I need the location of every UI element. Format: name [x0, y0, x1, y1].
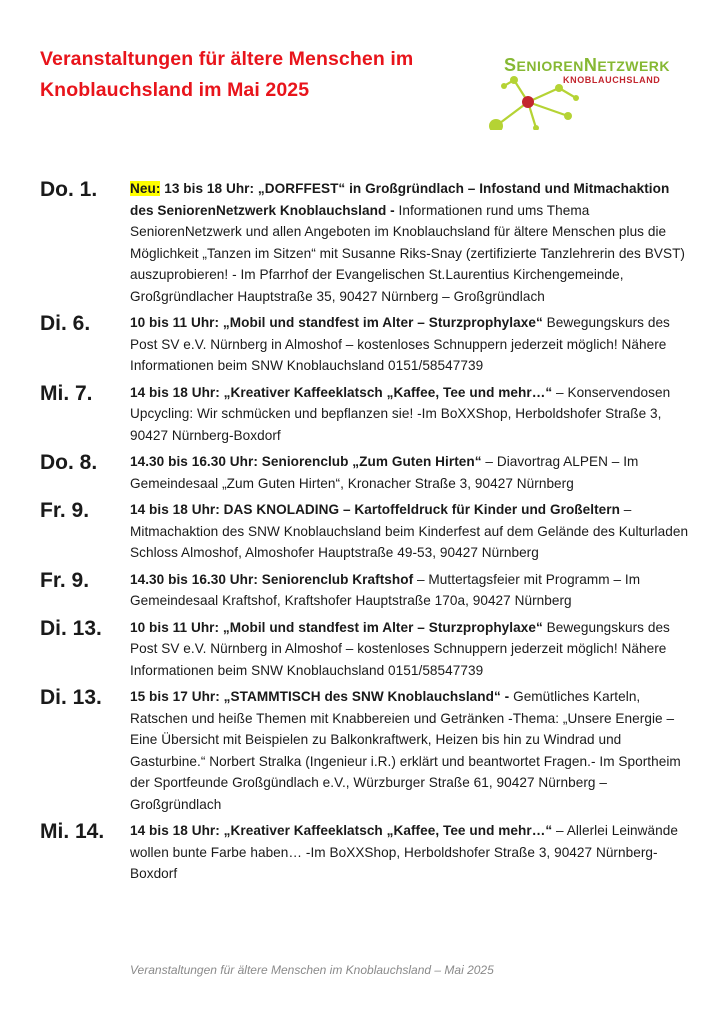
- event-date: Do. 8.: [40, 451, 98, 474]
- event-headline: 13 bis 18 Uhr: „DORFFEST“ in Großgründlach – Infostand und Mitmachaktion des SeniorenNetzwerk Knoblauchsland -: [130, 181, 670, 218]
- event-row: [40, 820, 690, 885]
- seniorennetzwerk-logo: [476, 50, 696, 130]
- logo-subtitle: KNOBLAUCHSLAND: [563, 75, 661, 85]
- event-description: [130, 312, 690, 377]
- event-description: [130, 382, 690, 447]
- event-details: – Mitmachaktion des SNW Knoblauchsland beim Kinderfest auf dem Gelände des Kulturladen Schloss Almoshof, Almoshofer Hauptstraße 49-53, 90427 Nürnberg: [130, 502, 689, 560]
- event-row: [40, 382, 690, 447]
- event-details: – Diavortrag ALPEN – Im Gemeindesaal „Zum Guten Hirten“, Kronacher Straße 3, 90427 Nürnberg: [130, 454, 639, 491]
- page-title: [40, 44, 480, 106]
- event-row: [40, 499, 690, 564]
- title-line-2: Knoblauchsland im Mai 2025: [40, 79, 310, 101]
- page-footer: Veranstaltungen für ältere Menschen im Knoblauchsland – Mai 2025: [130, 963, 494, 977]
- event-headline: 10 bis 11 Uhr: „Mobil und standfest im Alter – Sturzprophylaxe“: [130, 315, 543, 330]
- event-row: [40, 178, 690, 307]
- event-date: Di. 13.: [40, 686, 102, 709]
- event-headline: 10 bis 11 Uhr: „Mobil und standfest im Alter – Sturzprophylaxe“: [130, 619, 543, 635]
- event-details: – Konservendosen Upcycling: Wir schmücken und bepflanzen sie! -Im BoXXShop, Herboldshofer Straße 3, 90427 Nürnberg-Boxdorf: [130, 384, 671, 443]
- event-list: [40, 178, 690, 890]
- title-line-1: Veranstaltungen für ältere Menschen im: [40, 48, 414, 70]
- event-row: [40, 686, 690, 815]
- event-description: [130, 451, 690, 494]
- event-headline: 14.30 bis 16.30 Uhr: Seniorenclub Kraftshof: [130, 571, 414, 587]
- event-description: [130, 686, 690, 815]
- event-headline: 14 bis 18 Uhr: „Kreativer Kaffeeklatsch „Kaffee, Tee und mehr…“: [130, 384, 553, 400]
- event-headline: 14 bis 18 Uhr: DAS KNOLADING – Kartoffeldruck für Kinder und Großeltern: [130, 502, 620, 517]
- event-description: [130, 569, 690, 612]
- event-date: Fr. 9.: [40, 499, 90, 522]
- event-description: [130, 820, 690, 885]
- event-description: [130, 178, 690, 307]
- event-details: – Muttertagsfeier mit Programm – Im Gemeindesaal Kraftshof, Kraftshofer Hauptstraße 170a, 90427 Nürnberg: [130, 571, 641, 608]
- event-description: [130, 499, 690, 564]
- event-date: Do. 1.: [40, 178, 98, 201]
- event-details: – Allerlei Leinwände wollen bunte Farbe haben… -Im BoXXShop, Herboldshofer Straße 3, 90427 Nürnberg-Boxdorf: [130, 823, 678, 881]
- event-date: Di. 6.: [40, 312, 91, 335]
- logo-name: SENIORENNETZWERK: [504, 55, 671, 75]
- event-details: Bewegungskurs des Post SV e.V. Nürnberg in Almoshof – kostenloses Schnuppern jederzeit möglich! Nähere Informationen beim SNW Knoblauchsland 0151/58547739: [130, 619, 670, 678]
- event-row: [40, 451, 690, 494]
- event-details: Bewegungskurs des Post SV e.V. Nürnberg in Almoshof – kostenloses Schnuppern jederzeit möglich! Nähere Informationen beim SNW Knoblauchsland 0151/58547739: [130, 315, 670, 373]
- event-headline: 14.30 bis 16.30 Uhr: Seniorenclub „Zum Guten Hirten“: [130, 454, 482, 469]
- event-headline: 15 bis 17 Uhr: „STAMMTISCH des SNW Knoblauchsland“ -: [130, 689, 510, 704]
- event-description: [130, 617, 690, 682]
- event-date: Di. 13.: [40, 616, 102, 640]
- event-date: Mi. 7.: [40, 381, 93, 405]
- event-date: Fr. 9.: [40, 568, 90, 592]
- event-headline: 14 bis 18 Uhr: „Kreativer Kaffeeklatsch „Kaffee, Tee und mehr…“: [130, 823, 553, 838]
- event-row: [40, 617, 690, 682]
- event-details: Gemütliches Karteln, Ratschen und heiße Themen mit Knabbereien und Getränken -Thema: „Unsere Energie – Eine Übersicht mit Beispielen zu Balkonkraftwerk, Heizen bis hin zu Windrad und Gasturbine.“ Norbert Stralka (Ingenieur i.R.) erklärt und beantwortet Fragen.- Im Sportheim der Sportfeunde Großgündlach e.V., Würzburger Straße 61, 90427 Nürnberg – Großgründlach: [130, 689, 681, 812]
- event-details: Informationen rund ums Thema SeniorenNetzwerk und allen Angeboten im Knoblauchsland für ältere Menschen plus die Möglichkeit „Tanzen im Sitzen“ mit Susanne Riks-Snay (zertifizierte Tanzlehrerin des BVST) auszuprobieren! - Im Pfarrhof der Evangelischen St.Laurentius Kirchengemeinde, Großgründlacher Hauptstraße 35, 90427 Nürnberg – Großgründlach: [130, 202, 685, 304]
- event-row: [40, 312, 690, 377]
- event-row: [40, 569, 690, 612]
- new-badge: Neu:: [130, 181, 161, 196]
- event-date: Mi. 14.: [40, 820, 105, 843]
